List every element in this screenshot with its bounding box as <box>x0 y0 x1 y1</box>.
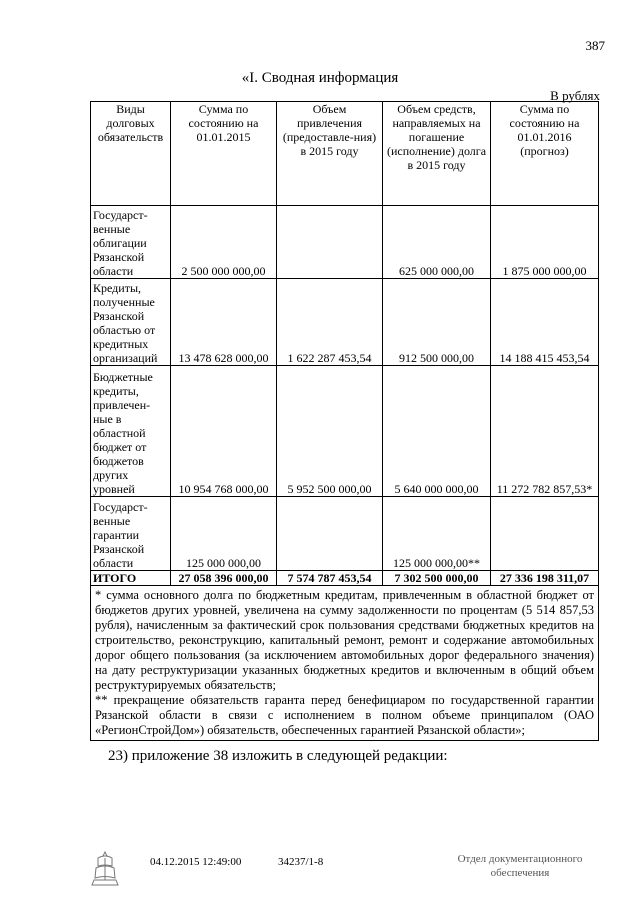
cell-sum-2016: 1 875 000 000,00 <box>491 206 599 279</box>
footer-doc-code: 34237/1-8 <box>278 856 324 868</box>
cell-repayment-2015: 912 500 000,00 <box>383 279 491 366</box>
footer-datetime: 04.12.2015 12:49:00 <box>150 856 242 868</box>
cell-repayment-2015: 5 640 000 000,00 <box>383 366 491 497</box>
cell-sum-2016 <box>491 497 599 571</box>
header-sum-2016: Сумма по состоянию на 01.01.2016 (прогноз) <box>491 102 599 206</box>
cell-repayment-2015: 125 000 000,00** <box>383 497 491 571</box>
cell-sum-2016: 11 272 782 857,53* <box>491 366 599 497</box>
coat-of-arms-icon <box>88 848 122 888</box>
header-repayment-2015: Объем средств, направляемых на погашение (исполнение) долга в 2015 году <box>383 102 491 206</box>
total-sum-2015: 27 058 396 000,00 <box>171 571 277 586</box>
row-name: Кредиты, полученные Рязанской областью от кредитных организаций <box>91 279 171 366</box>
footnote-2: ** прекращение обязательств гаранта перед бенефициаром по государственной гарантии Рязанской области в связи с исполнением в полном объеме принципалом (ОАО «РегионСтройДом») обязательств, обеспеченных гарантией Рязанской области»; <box>95 693 594 737</box>
row-name: Государст-венные гарантии Рязанской области <box>91 497 171 571</box>
total-borrowing-2015: 7 574 787 453,54 <box>277 571 383 586</box>
cell-borrowing-2015: 5 952 500 000,00 <box>277 366 383 497</box>
cell-sum-2015: 13 478 628 000,00 <box>171 279 277 366</box>
table-row <box>91 206 599 279</box>
total-label: ИТОГО <box>91 571 171 586</box>
cell-sum-2016: 14 188 415 453,54 <box>491 279 599 366</box>
footnote-1: * сумма основного долга по бюджетным кредитам, привлеченным в областной бюджет от бюджетов других уровней, увеличена на сумму задолженности по процентам (5 514 857,53 рубля), начисленным за фактический срок пользования средствами бюджетных кредитов на строительство, реконструкцию, капитальный ремонт, ремонт и содержание автомобильных дорог общего пользования (за исключением автомобильных дорог федерального значения) на дату реструктуризации указанных бюджетных кредитов и включенным в общий объем реструктурируемых обязательств; <box>95 588 594 692</box>
notes-row <box>91 586 599 741</box>
cell-sum-2015: 2 500 000 000,00 <box>171 206 277 279</box>
table-row <box>91 279 599 366</box>
header-borrowing-2015: Объем привлечения (предоставле-ния) в 2015 году <box>277 102 383 206</box>
page-number: 387 <box>585 38 605 53</box>
footer-department-stamp: Отдел документационного обеспечения <box>457 853 583 879</box>
header-sum-2015: Сумма по состоянию на 01.01.2015 <box>171 102 277 206</box>
cell-repayment-2015: 625 000 000,00 <box>383 206 491 279</box>
units-label: В рублях <box>550 88 600 103</box>
cell-borrowing-2015 <box>277 206 383 279</box>
table-row <box>91 366 599 497</box>
row-name: Государст-венные облигации Рязанской области <box>91 206 171 279</box>
cell-borrowing-2015: 1 622 287 453,54 <box>277 279 383 366</box>
row-name: Бюджетные кредиты, привлечен-ные в областной бюджет от бюджетов других уровней <box>91 366 171 497</box>
table-header-row <box>91 102 599 206</box>
footnotes <box>91 586 599 741</box>
amendment-text: 23) приложение 38 изложить в следующей редакции: <box>108 748 448 764</box>
cell-sum-2015: 125 000 000,00 <box>171 497 277 571</box>
total-row <box>91 571 599 586</box>
section-title: «I. Сводная информация <box>241 70 399 86</box>
debt-summary-table <box>90 101 599 741</box>
cell-sum-2015: 10 954 768 000,00 <box>171 366 277 497</box>
header-debt-type: Виды долговых обязательств <box>91 102 171 206</box>
total-sum-2016: 27 336 198 311,07 <box>491 571 599 586</box>
cell-borrowing-2015 <box>277 497 383 571</box>
total-repayment-2015: 7 302 500 000,00 <box>383 571 491 586</box>
table-row <box>91 497 599 571</box>
